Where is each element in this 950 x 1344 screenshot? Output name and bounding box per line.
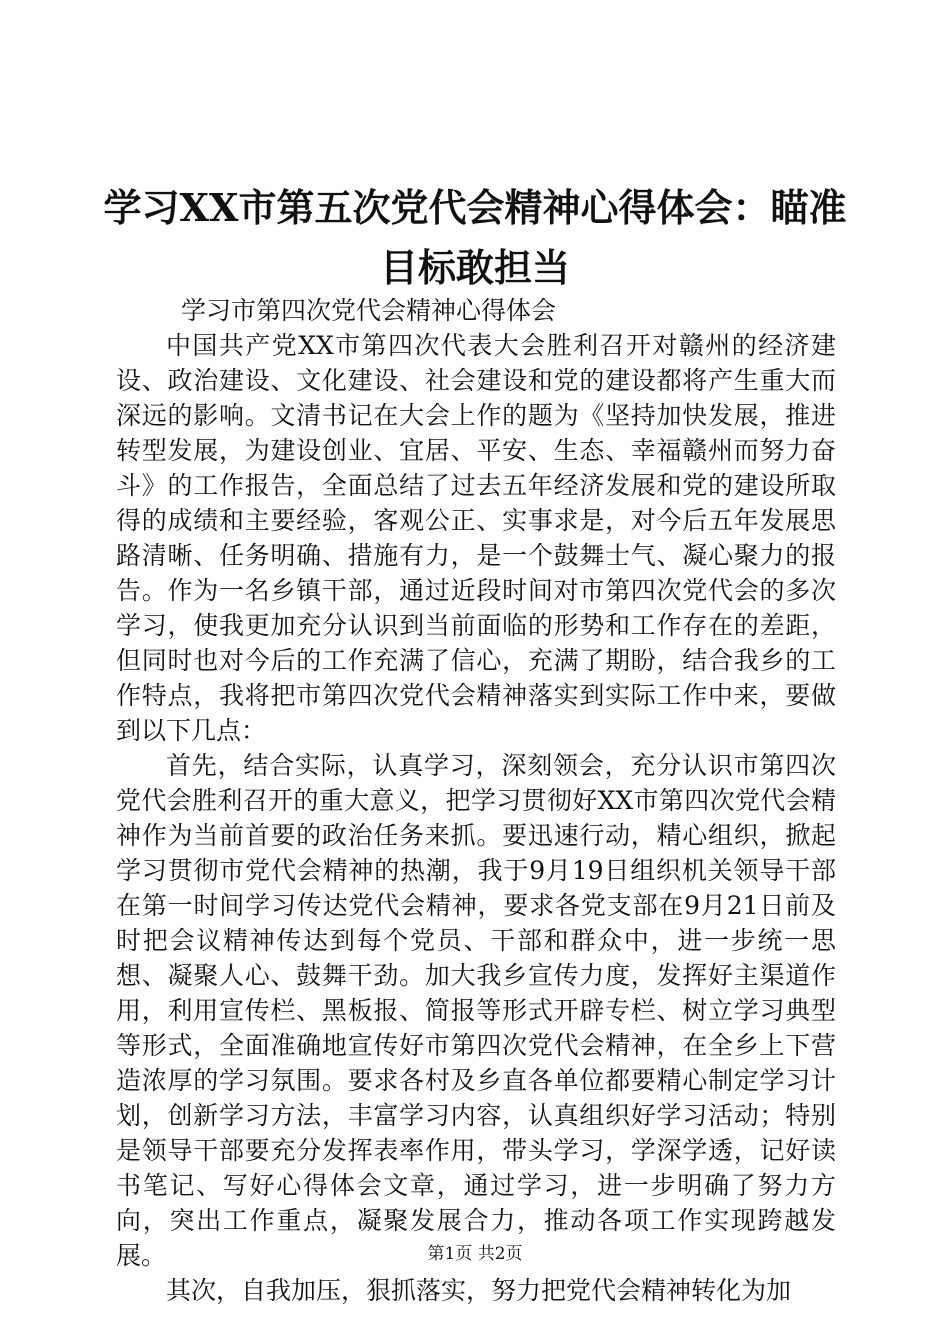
document-body: [116, 293, 836, 1308]
document-title-line-1: 学习XX市第五次党代会精神心得体会：瞄准: [103, 185, 847, 230]
paragraph-3: 其次，自我加压，狠抓落实，努力把党代会精神转化为加: [166, 1276, 792, 1305]
paragraph-1: 中国共产党XX市第四次代表大会胜利召开对赣州的经济建设、政治建设、文化建设、社会建设和党的建设都将产生重大而深远的影响。文清书记在大会上作的题为《坚持加快发展，推进转型发展，为建设创业、宜居、平安、生态、幸福赣州而努力奋斗》的工作报告，全面总结了过去五年经济发展和党的建设所取得的成绩和主要经验，客观公正、实事求是，对今后五年发展思路清晰、任务明确、措施有力，是一个鼓舞士气、凝心聚力的报告。作为一名乡镇干部，通过近段时间对市第四次党代会的多次学习，使我更加充分认识到当前面临的形势和工作存在的差距，但同时也对今后的工作充满了信心，充满了期盼，结合我乡的工作特点，我将把市第四次党代会精神落实到实际工作中来，要做到以下几点：: [116, 331, 836, 745]
document-title-line-2: 目标敢担当: [379, 245, 570, 290]
document-subtitle: 学习市第四次党代会精神心得体会: [181, 296, 557, 325]
page-footer: 第1页 共2页: [427, 1244, 523, 1264]
paragraph-2: 首先，结合实际，认真学习，深刻领会，充分认识市第四次党代会胜利召开的重大意义，把学习贯彻好XX市第四次党代会精神作为当前首要的政治任务来抓。要迅速行动，精心组织，掀起学习贯彻市党代会精神的热潮，我于9月19日组织机关领导干部在第一时间学习传达党代会精神，要求各党支部在9月21日前及时把会议精神传达到每个党员、干部和群众中，进一步统一思想、凝聚人心、鼓舞干劲。加大我乡宣传力度，发挥好主渠道作用，利用宣传栏、黑板报、简报等形式开辟专栏、树立学习典型等形式，全面准确地宣传好市第四次党代会精神，在全乡上下营造浓厚的学习氛围。要求各村及乡直各单位都要精心制定学习计划，创新学习方法，丰富学习内容，认真组织好学习活动；特别是领导干部要充分发挥表率作用，带头学习，学深学透，记好读书笔记、写好心得体会文章，通过学习，进一步明确了努力方向，突出工作重点，凝聚发展合力，推动各项工作实现跨越发展。: [116, 751, 836, 1270]
